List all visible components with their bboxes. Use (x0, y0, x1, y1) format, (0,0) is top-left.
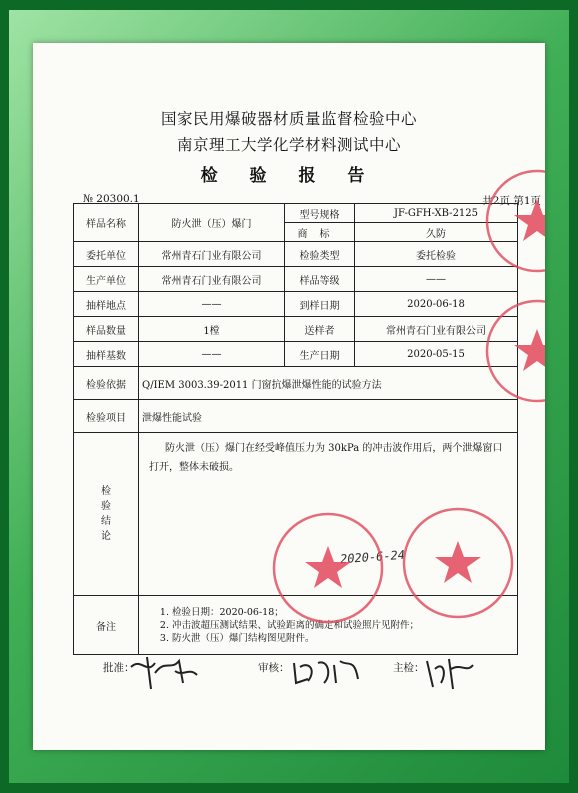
cell-label: 检验项目 (74, 400, 139, 433)
cell-label: 抽样基数 (74, 342, 139, 367)
conclusion-text (139, 433, 517, 477)
remark-item: 1. 检验日期：2020-06-18； (172, 606, 514, 619)
red-seal-stamp (479, 163, 545, 283)
org-name-2: 南京理工大学化学材料测试中心 (176, 136, 401, 154)
cell-value: —— (139, 342, 285, 367)
cell-value: —— (355, 267, 518, 292)
remark-item: 2. 冲击波超压测试结果、试验距离的确定和试验照片见附件； (172, 619, 514, 632)
cell-label: 委托单位 (74, 242, 139, 267)
conclusion-label-char: 检 (101, 486, 111, 497)
inspector-signature (421, 653, 481, 693)
cell-label: 样品名称 (74, 204, 139, 242)
cell-value: 久防 (355, 223, 518, 242)
cell-value: 防火泄（压）爆门 (139, 204, 285, 242)
reviewer-signature (288, 653, 368, 689)
cell-value: 常州青石门业有限公司 (139, 242, 285, 267)
report-title: 检 验 报 告 (200, 166, 378, 186)
cell-label-text: 商标 (297, 228, 342, 240)
cell-label: 型号规格 (285, 204, 355, 223)
red-seal-stamp (479, 293, 545, 423)
cell-value: —— (139, 292, 285, 317)
test-basis: Q/IEM 3003.39-2011 门窗抗爆泄爆性能的试验方法 (139, 367, 518, 400)
red-seal-stamp (398, 503, 518, 623)
approver-signature (125, 653, 205, 693)
cell-label: 生产日期 (285, 342, 355, 367)
cell-label: 检验类型 (285, 242, 355, 267)
approver-label: 批准： (103, 662, 135, 674)
cell-label: 抽样地点 (74, 292, 139, 317)
org-name-1: 国家民用爆破器材质量监督检验中心 (160, 110, 417, 128)
cell-label: 备注 (74, 596, 139, 655)
conclusion-label (77, 484, 135, 544)
cell-label: 送样者 (285, 317, 355, 342)
cell-label (285, 223, 355, 242)
cell-value: JF-GFH-XB-2125 (355, 204, 518, 223)
cell-value: 常州青石门业有限公司 (139, 267, 285, 292)
inspector-label: 主检： (393, 662, 425, 674)
cell-label: 样品等级 (285, 267, 355, 292)
table-row (74, 242, 518, 267)
cell-label: 检验依据 (74, 367, 139, 400)
conclusion-label-char: 论 (101, 531, 111, 542)
cell-value: 常州青石门业有限公司 (355, 317, 518, 342)
cell-value: 1樘 (139, 317, 285, 342)
cell-label: 到样日期 (285, 292, 355, 317)
table-row (74, 400, 518, 433)
cell-label: 生产单位 (74, 267, 139, 292)
cell-value: 委托检验 (355, 242, 518, 267)
table-row (74, 342, 518, 367)
conclusion-label-char: 结 (101, 516, 111, 527)
remark-item: 3. 防火泄（压）爆门结构图见附件。 (172, 632, 514, 645)
cell-label: 样品数量 (74, 317, 139, 342)
test-item: 泄爆性能试验 (139, 400, 518, 433)
table-row (74, 292, 518, 317)
table-row (74, 317, 518, 342)
table-row (74, 204, 518, 223)
table-row (74, 267, 518, 292)
reviewer-label: 审核： (258, 662, 290, 674)
handwritten-date: 2020-6-24 (339, 547, 406, 567)
conclusion-body: 防火泄（压）爆门在经受峰值压力为 30kPa 的冲击波作用后，两个泄爆窗口打开，整体未破损。 (149, 443, 503, 473)
table-row (74, 367, 518, 400)
conclusion-label-cell (74, 433, 139, 596)
cell-value: 2020-06-18 (355, 292, 518, 317)
page-info: 共2页 第1页 (482, 195, 541, 207)
report-page (33, 43, 545, 750)
report-number: № 20300.1 (83, 193, 140, 205)
cell-value: 2020-05-15 (355, 342, 518, 367)
red-seal-stamp (268, 508, 388, 628)
conclusion-label-char: 验 (101, 501, 111, 512)
